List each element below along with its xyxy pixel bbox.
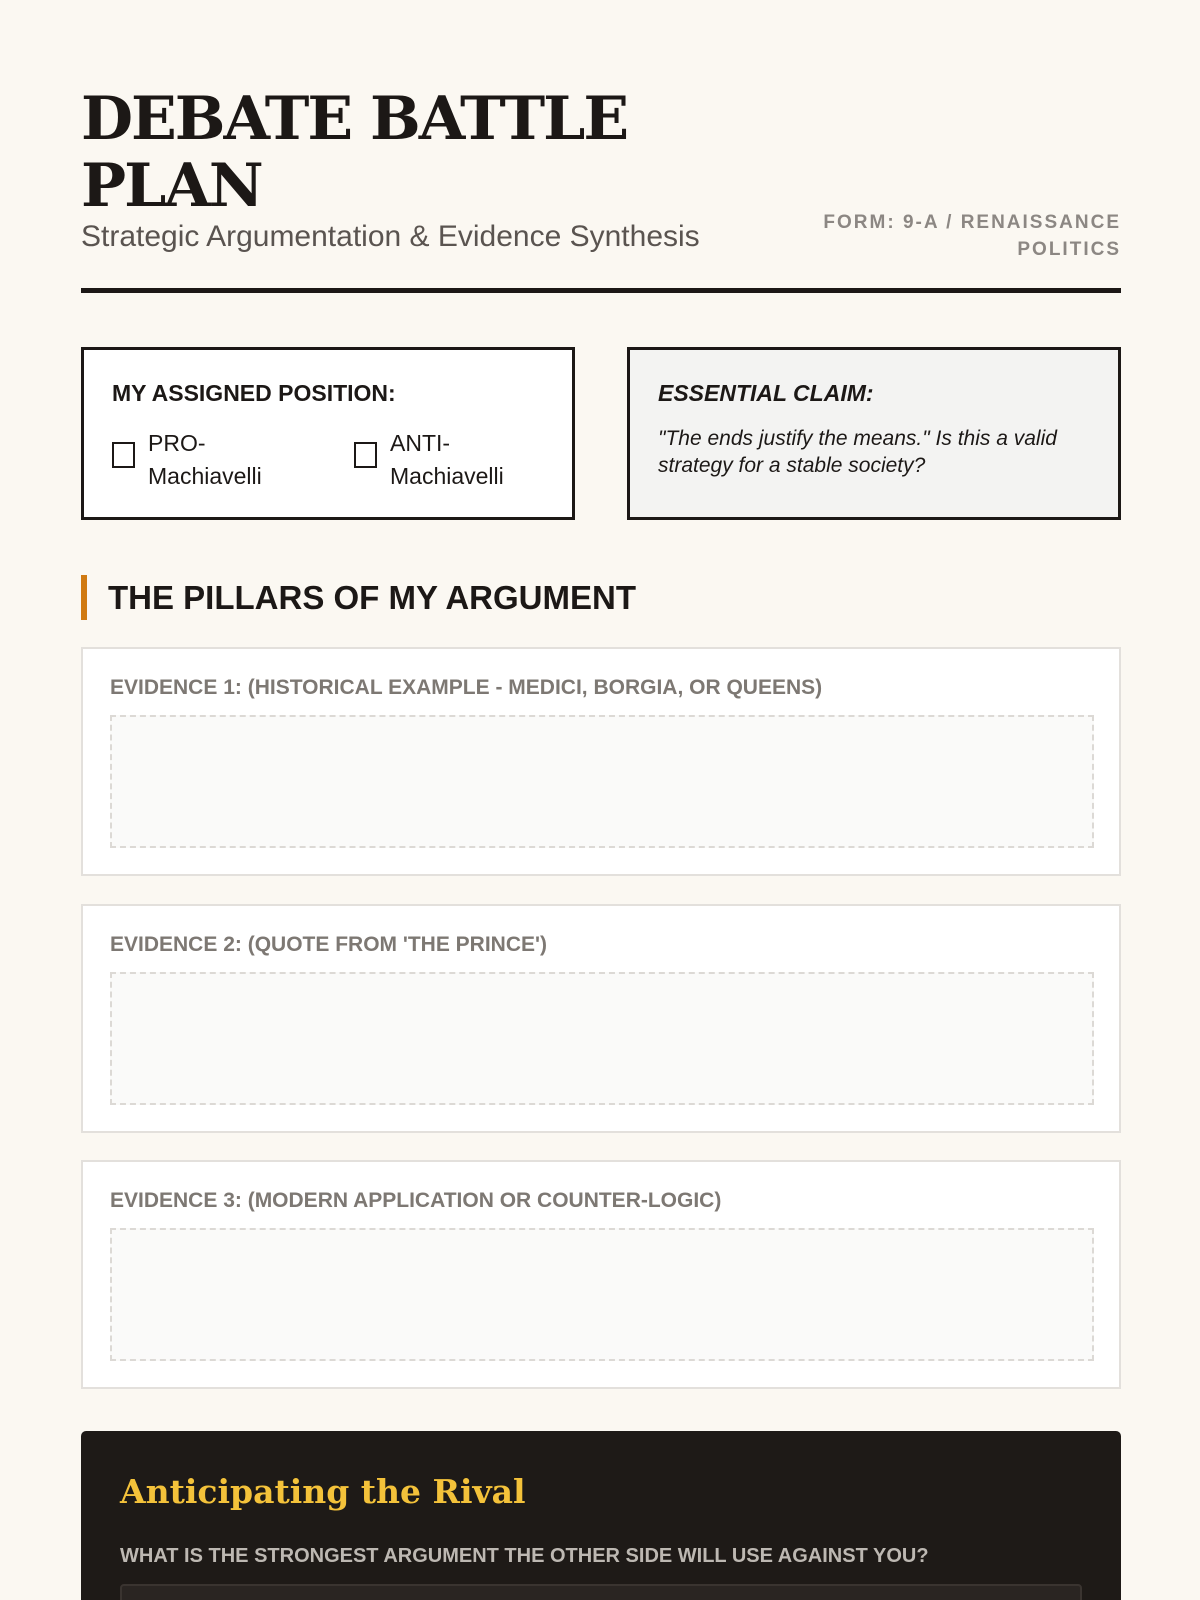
page-subtitle: Strategic Argumentation & Evidence Synthesis [81, 220, 700, 253]
rival-question: WHAT IS THE STRONGEST ARGUMENT THE OTHER SIDE WILL USE AGAINST YOU? [120, 1545, 929, 1567]
essential-claim-label: ESSENTIAL CLAIM: [658, 380, 874, 406]
pro-machiavelli-option[interactable] [112, 427, 288, 493]
rival-title: Anticipating the Rival [120, 1472, 526, 1511]
rival-section [81, 1431, 1121, 1600]
pillars-heading: THE PILLARS OF MY ARGUMENT [81, 575, 636, 620]
worksheet-page [81, 0, 1121, 1567]
pro-machiavelli-label: PRO-Machiavelli [148, 430, 262, 489]
anti-machiavelli-option[interactable] [354, 427, 530, 493]
pro-machiavelli-checkbox[interactable] [112, 442, 135, 468]
evidence-1-field[interactable] [110, 715, 1094, 848]
position-claim-row [81, 347, 1121, 520]
essential-claim-text: "The ends justify the means." Is this a valid strategy for a stable society? [658, 427, 1057, 477]
evidence-2-label: EVIDENCE 2: (QUOTE FROM 'THE PRINCE') [110, 933, 548, 956]
essential-claim-box [627, 347, 1121, 520]
evidence-3-label: EVIDENCE 3: (MODERN APPLICATION OR COUNTER-LOGIC) [110, 1189, 722, 1212]
form-id-label: FORM: 9-A / RENAISSANCE POLITICS [823, 212, 1121, 260]
evidence-3-field[interactable] [110, 1228, 1094, 1361]
worksheet-header [81, 0, 1121, 293]
assigned-position-label: MY ASSIGNED POSITION: [112, 380, 396, 406]
evidence-1-label: EVIDENCE 1: (HISTORICAL EXAMPLE - MEDICI, BORGIA, OR QUEENS) [110, 676, 823, 699]
assigned-position-box [81, 347, 575, 520]
anti-machiavelli-label: ANTI-Machiavelli [390, 430, 504, 489]
evidence-2-field[interactable] [110, 972, 1094, 1105]
evidence-card-3 [81, 1160, 1121, 1389]
evidence-card-1 [81, 647, 1121, 876]
evidence-card-2 [81, 904, 1121, 1133]
page-title: DEBATE BATTLE PLAN [81, 84, 628, 221]
rival-argument-field[interactable] [120, 1584, 1082, 1600]
anti-machiavelli-checkbox[interactable] [354, 442, 377, 468]
